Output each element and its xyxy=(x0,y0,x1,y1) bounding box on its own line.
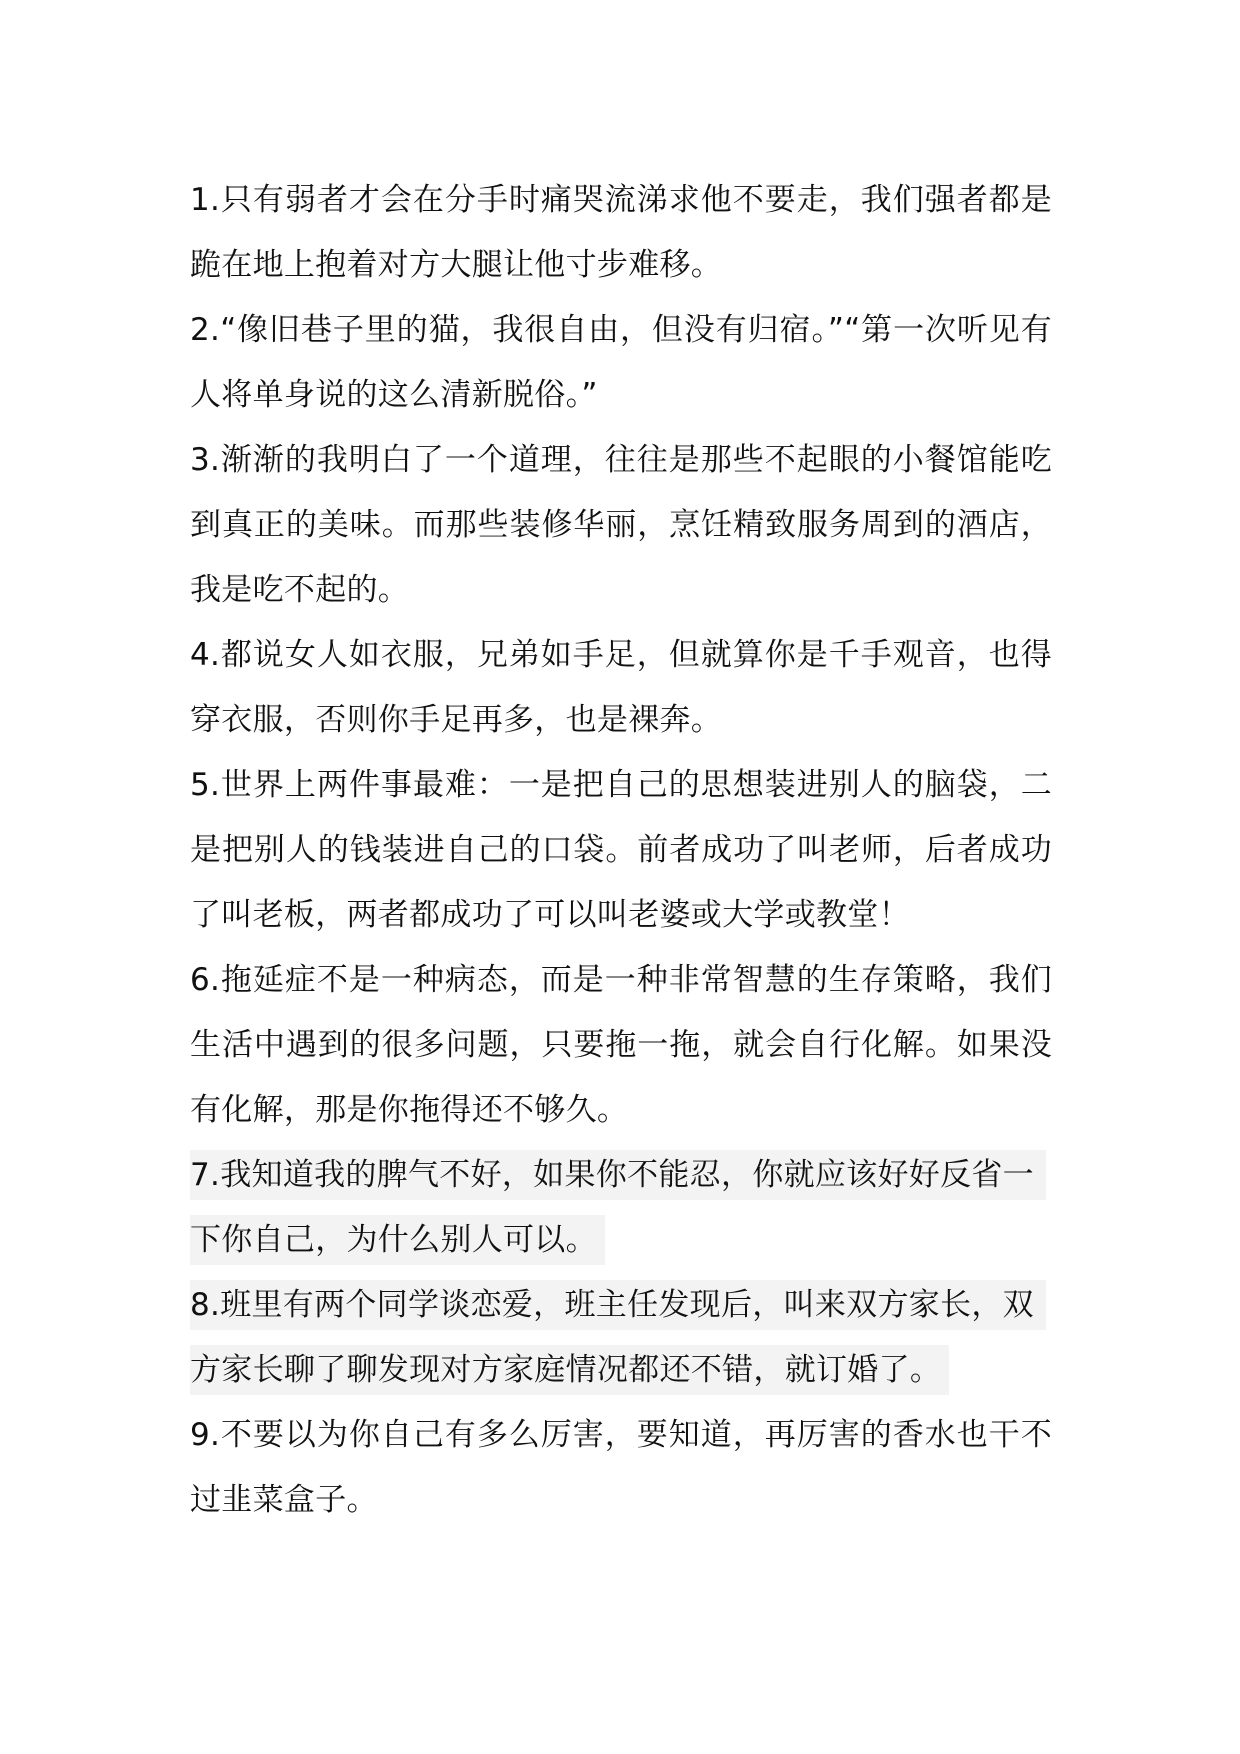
list-item xyxy=(190,948,1052,1143)
item-number: 5. xyxy=(190,767,221,803)
item-text-line: 下你自己，为什么别人可以。 xyxy=(190,1222,597,1258)
list-item xyxy=(190,428,1052,623)
list-item-highlighted xyxy=(190,1273,1052,1403)
highlighted-line xyxy=(190,1150,1046,1200)
highlighted-line xyxy=(190,1345,949,1395)
list-item xyxy=(190,623,1052,753)
list-item xyxy=(190,298,1052,428)
item-text: 拖延症不是一种病态，而是一种非常智慧的生存策略，我们生活中遇到的很多问题，只要拖一拖，就会自行化解。如果没有化解，那是你拖得还不够久。 xyxy=(190,962,1052,1128)
highlighted-line xyxy=(190,1280,1046,1330)
item-text: 只有弱者才会在分手时痛哭流涕求他不要走，我们强者都是跪在地上抱着对方大腿让他寸步难移。 xyxy=(190,182,1052,283)
item-text: 渐渐的我明白了一个道理，往往是那些不起眼的小餐馆能吃到真正的美味。而那些装修华丽，烹饪精致服务周到的酒店，我是吃不起的。 xyxy=(190,442,1052,608)
item-number: 9. xyxy=(190,1417,221,1453)
list-item xyxy=(190,1403,1052,1533)
item-text: 世界上两件事最难：一是把自己的思想装进别人的脑袋，二是把别人的钱装进自己的口袋。前者成功了叫老师，后者成功了叫老板，两者都成功了可以叫老婆或大学或教堂！ xyxy=(190,767,1052,933)
jokes-list xyxy=(190,168,1052,1533)
list-item xyxy=(190,168,1052,298)
item-number: 2. xyxy=(190,312,221,348)
item-text: 都说女人如衣服，兄弟如手足，但就算你是千手观音，也得穿衣服，否则你手足再多，也是裸奔。 xyxy=(190,637,1052,738)
item-number: 3. xyxy=(190,442,221,478)
list-item xyxy=(190,753,1052,948)
item-number: 8. xyxy=(190,1287,221,1323)
item-text-line: 方家长聊了聊发现对方家庭情况都还不错，就订婚了。 xyxy=(190,1352,942,1388)
list-item-highlighted xyxy=(190,1143,1052,1273)
highlighted-line xyxy=(190,1215,605,1265)
item-text: 不要以为你自己有多么厉害，要知道，再厉害的香水也干不过韭菜盒子。 xyxy=(190,1417,1052,1518)
item-text: “像旧巷子里的猫，我很自由，但没有归宿。”“第一次听见有人将单身说的这么清新脱俗。” xyxy=(190,312,1052,413)
item-text-line: 班里有两个同学谈恋爱，班主任发现后，叫来双方家长，双 xyxy=(220,1287,1034,1323)
item-number: 7. xyxy=(190,1157,221,1193)
item-text-line: 我知道我的脾气不好，如果你不能忍，你就应该好好反省一 xyxy=(220,1157,1034,1193)
item-number: 4. xyxy=(190,637,221,673)
item-number: 6. xyxy=(190,962,221,998)
item-number: 1. xyxy=(190,182,221,218)
